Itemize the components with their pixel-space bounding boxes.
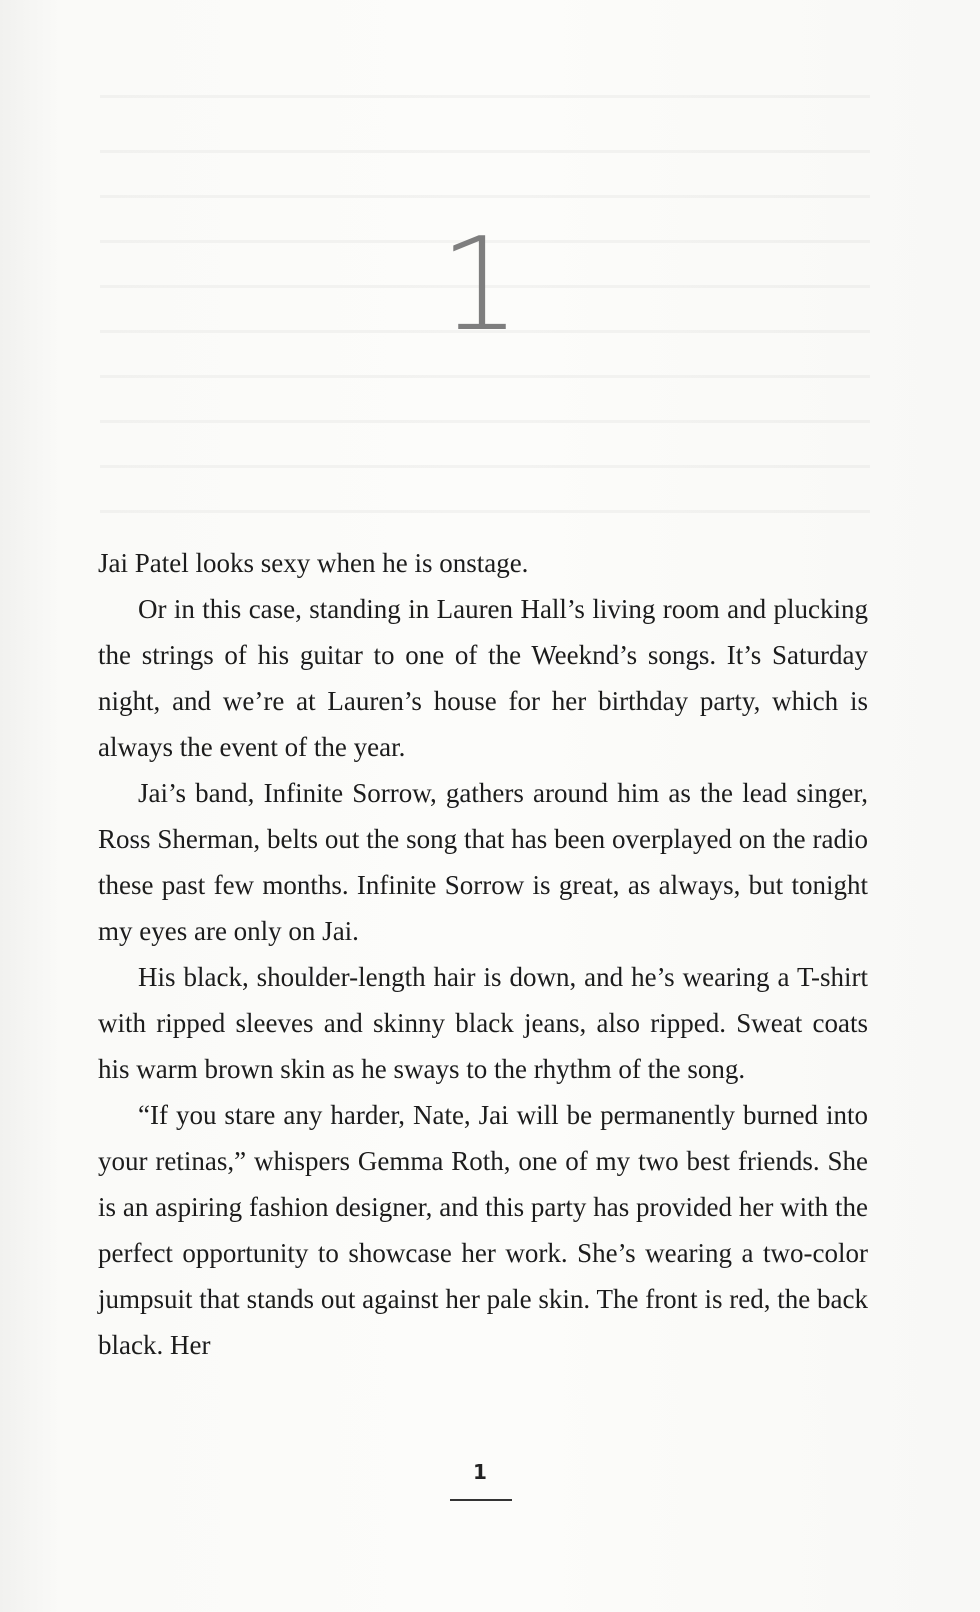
page-number-rule [450,1499,512,1501]
page-number: 1 [473,1460,487,1484]
chapter-number: 1 [439,211,521,360]
chapter-body [98,540,868,1368]
paragraph-opening: Jai Patel looks sexy when he is onstage. [98,548,529,578]
bleed-through-shadow [100,375,870,378]
paragraph: His black, shoulder-length hair is down, and he’s wearing a T-shirt with ripped sleeves and skinny black jeans, also ripped. Sweat coats his warm brown skin as he sways to the rhythm of the song. [98,962,868,1084]
bleed-through-shadow [100,195,870,198]
bleed-through-shadow [100,95,870,98]
paragraph: Or in this case, standing in Lauren Hall’s living room and plucking the strings of his guitar to one of the Weeknd’s songs. It’s Saturday night, and we’re at Lauren’s house for her birthday party, which is always the event of the year. [98,594,868,762]
bleed-through-shadow [100,510,870,513]
bleed-through-shadow [100,420,870,423]
paragraph: Jai’s band, Infinite Sorrow, gathers around him as the lead singer, Ross Sherman, belts out the song that has been overplayed on the radio these past few months. Infinite Sorrow is great, as always, but tonight my eyes are only on Jai. [98,778,868,946]
bleed-through-shadow [100,150,870,153]
bleed-through-shadow [100,465,870,468]
paragraph: “If you stare any harder, Nate, Jai will be permanently burned into your retinas,” whispers Gemma Roth, one of my two best friends. She is an aspiring fashion designer, and this party has provided her with the perfect opportunity to showcase her work. She’s wearing a two-color jumpsuit that stands out against her pale skin. The front is red, the back black. Her [98,1100,868,1360]
